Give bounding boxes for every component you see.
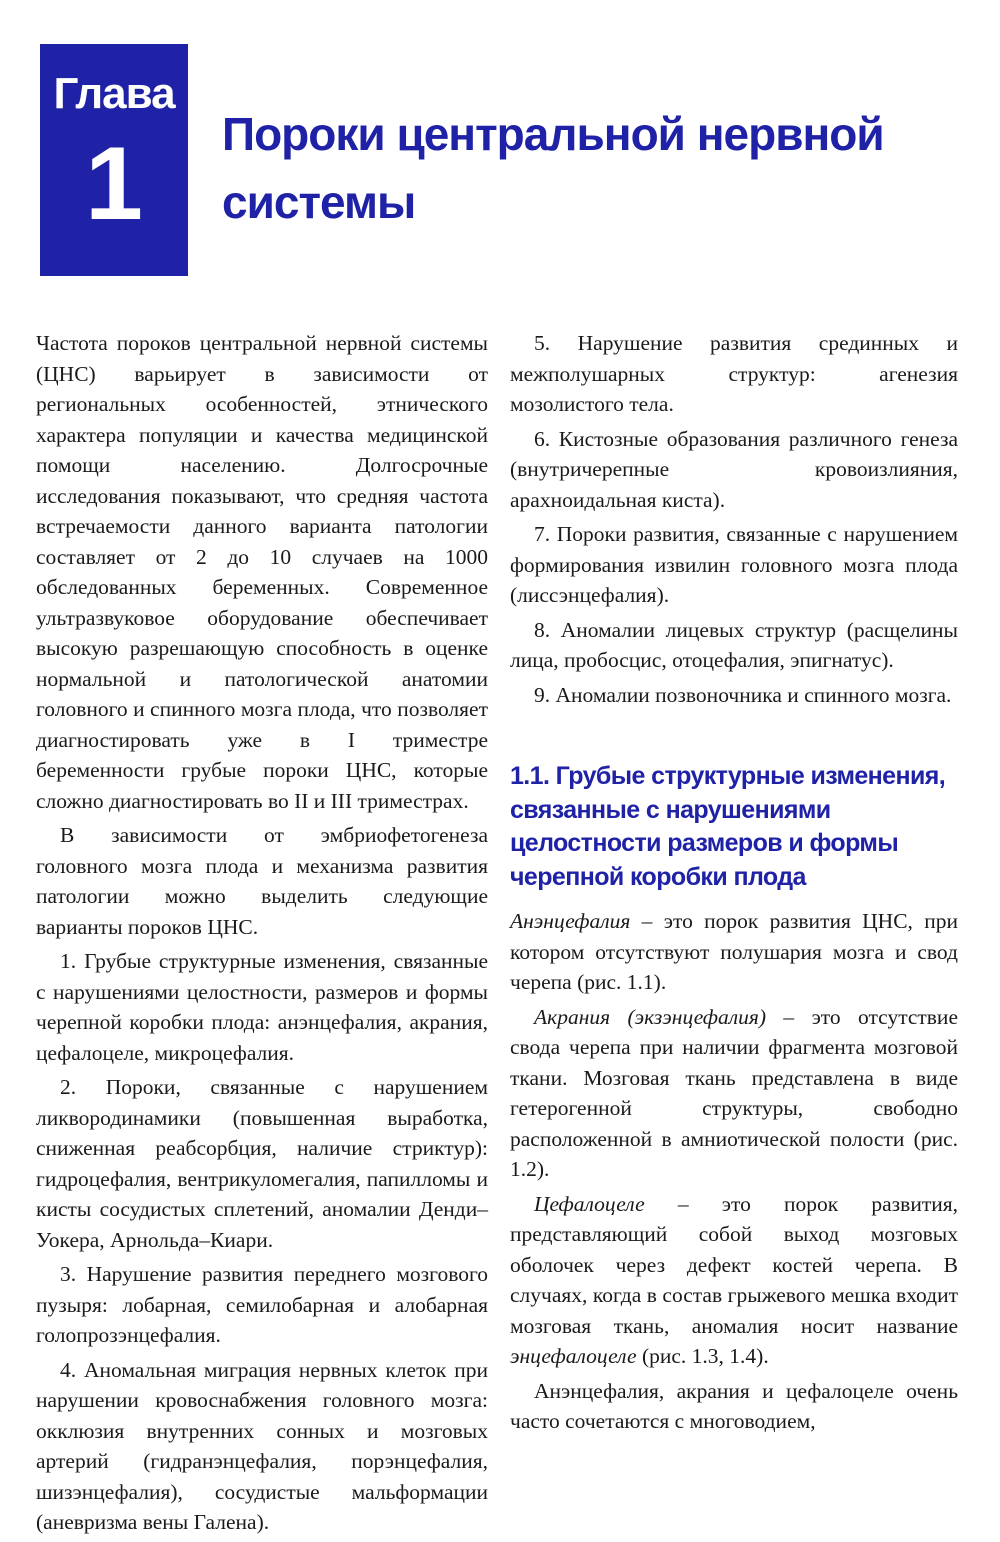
list-item: 2. Пороки, связанные с нарушением ликвородинамики (повышенная выработка, сниженная реабсорбция, наличие стриктур): гидроцефалия, вентрикуломегалия, папилломы и кисты сосудистых сплетений, аномалии Денди–Уокера, Арнольда–Киари. xyxy=(36,1075,488,1252)
right-column xyxy=(510,328,958,1441)
intro-paragraph: Частота пороков центральной нервной системы (ЦНС) варьирует в зависимости от региональных особенностей, этнического характера популяции и качества медицинской помощи населению. Долгосрочные исследования показывают, что средняя частота встречаемости данного варианта патологии составляет от 2 до 10 случаев на 1000 обследованных беременных. Современное ультразвуковое оборудование обеспечивает высокую разрешающую способность в оценке нормальной и патологической анатомии головного и спинного мозга плода, что позволяет диагностировать уже в I триместре беременности грубые пороки ЦНС, которые сложно диагностировать во II и III триместрах. xyxy=(36,331,488,813)
left-column xyxy=(36,328,488,1542)
term-anencephaly: Анэнцефалия xyxy=(510,909,631,933)
list-item: 8. Аномалии лицевых структур (расщелины лица, пробосцис, отоцефалия, эпигнатус). xyxy=(510,617,958,672)
anencephaly-text: – это порок развития ЦНС, при котором отсутствуют полушария мозга и свод черепа (рис. 1.1). xyxy=(510,909,958,994)
chapter-title: Пороки центральной нервной системы xyxy=(222,108,884,228)
list-item: 6. Кистозные образования различного генеза (внутричерепные кровоизлияния, арахноидальная киста). xyxy=(510,426,958,512)
classification-intro: В зависимости от эмбриофетогенеза головного мозга плода и механизма развития патологии можно выделить следующие варианты пороков ЦНС. xyxy=(36,823,488,939)
term-acrania: Акрания (экзэнцефалия) xyxy=(534,1004,767,1029)
term-encephalocele: энцефалоцеле xyxy=(510,1344,637,1368)
cephalocele-text-end: (рис. 1.3, 1.4). xyxy=(636,1344,769,1368)
chapter-label: Глава xyxy=(53,69,175,118)
term-cephalocele: Цефалоцеле xyxy=(534,1191,645,1216)
section-heading: 1.1. Грубые структурные изменения, связанные с нарушениями целостности размеров и формы черепной коробки плода xyxy=(510,762,946,891)
last-paragraph: Анэнцефалия, акрания и цефалоцеле очень часто сочетаются с многоводием, xyxy=(510,1378,958,1433)
cephalocele-paragraph xyxy=(510,1189,958,1372)
chapter-badge xyxy=(40,44,188,276)
list-item: 4. Аномальная миграция нервных клеток при нарушении кровоснабжения головного мозга: окклюзия внутренних сонных и мозговых артерий (гидранэнцефалия, порэнцефалия, шизэнцефалия), сосудистые мальформации (аневризма вены Галена). xyxy=(36,1357,488,1534)
list-item: 1. Грубые структурные изменения, связанные с нарушениями целостности, размеров и формы черепной коробки плода: анэнцефалия, акрания, цефалоцеле, микроцефалия. xyxy=(36,949,488,1065)
list-item: 5. Нарушение развития срединных и межполушарных структур: агенезия мозолистого тела. xyxy=(510,331,958,416)
acrania-text: – это отсутствие свода черепа при наличии фрагмента мозговой ткани. Мозговая ткань представлена в виде гетерогенной структуры, свободно расположенной в амниотической полости (рис. 1.2). xyxy=(510,1004,958,1181)
acrania-paragraph xyxy=(510,1002,958,1185)
list-item: 9. Аномалии позвоночника и спинного мозга. xyxy=(534,682,952,707)
list-item: 3. Нарушение развития переднего мозгового пузыря: лобарная, семилобарная и алобарная голопрозэнцефалия. xyxy=(36,1262,488,1347)
cephalocele-text: – это порок развития, представляющий собой выход мозговых оболочек через дефект костей черепа. В случаях, когда в состав грыжевого мешка входит мозговая ткань, аномалия носит название xyxy=(510,1191,958,1338)
chapter-number: 1 xyxy=(85,126,143,242)
anencephaly-paragraph xyxy=(510,906,958,998)
list-item: 7. Пороки развития, связанные с нарушением формирования извилин головного мозга плода (лиссэнцефалия). xyxy=(510,522,958,607)
